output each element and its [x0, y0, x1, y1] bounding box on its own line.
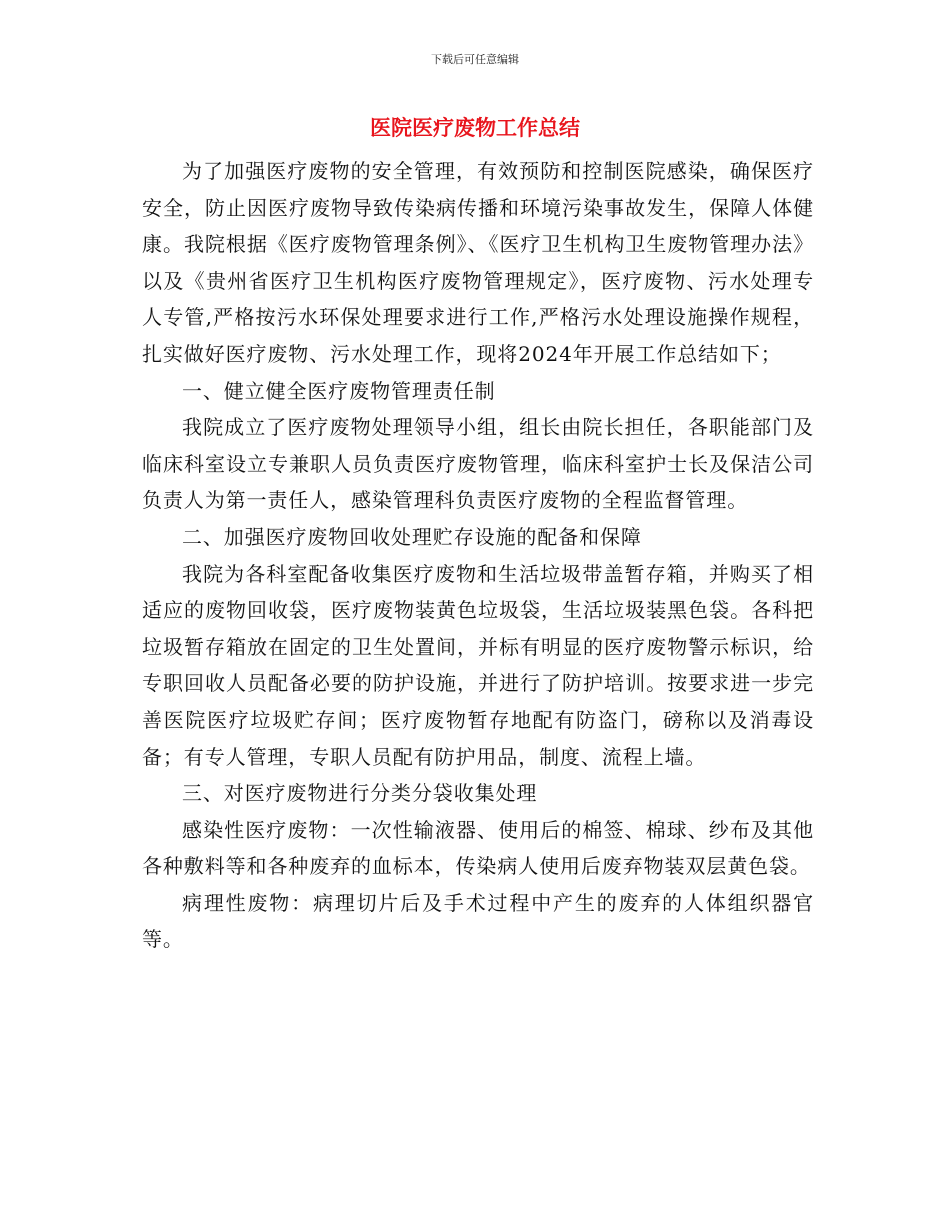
section-heading-2: 二、加强医疗废物回收处理贮存设施的配备和保障 — [182, 524, 642, 549]
section-heading-1: 一、健立健全医疗废物管理责任制 — [182, 378, 496, 403]
section-1-paragraph: 我院成立了医疗废物处理领导小组，组长由院长担任，各职能部门及临床科室设立专兼职人员负责医疗废物管理，临床科室护士长及保洁公司负责人为第一责任人，感染管理科负责医疗废物的全程监督管理。 — [142, 415, 814, 513]
document-title: 医院医疗废物工作总结 — [370, 116, 580, 140]
infectious-waste-paragraph: 感染性医疗废物：一次性输液器、使用后的棉签、棉球、纱布及其他各种敷料等和各种废弃的血标本，传染病人使用后废弃物装双层黄色袋。 — [142, 817, 814, 879]
document-body — [142, 153, 814, 958]
intro-paragraph: 为了加强医疗废物的安全管理，有效预防和控制医院感染，确保医疗安全，防止因医疗废物导致传染病传播和环境污染事故发生，保障人体健康。我院根据《医疗废物管理条例》、《医疗卫生机构卫生废物管理办法》以及《贵州省医疗卫生机构医疗废物管理规定》，医疗废物、污水处理专人专管,严格按污水环保处理要求进行工作,严格污水处理设施操作规程，扎实做好医疗废物、污水处理工作，现将2024年开展工作总结如下； — [142, 159, 814, 366]
pathological-waste-paragraph: 病理性废物：病理切片后及手术过程中产生的废弃的人体组织器官等。 — [142, 890, 814, 952]
section-heading-3: 三、对医疗废物进行分类分袋收集处理 — [182, 781, 538, 806]
page-header-note: 下载后可任意编辑 — [431, 53, 519, 66]
section-2-paragraph: 我院为各科室配备收集医疗废物和生活垃圾带盖暂存箱，并购买了相适应的废物回收袋，医疗废物装黄色垃圾袋，生活垃圾装黑色袋。各科把垃圾暂存箱放在固定的卫生处置间，并标有明显的医疗废物警示标识，给专职回收人员配备必要的防护设施，并进行了防护培训。按要求进一步完善医院医疗垃圾贮存间；医疗废物暂存地配有防盗门，磅称以及消毒设备；有专人管理，专职人员配有防护用品，制度、流程上墙。 — [142, 561, 814, 769]
